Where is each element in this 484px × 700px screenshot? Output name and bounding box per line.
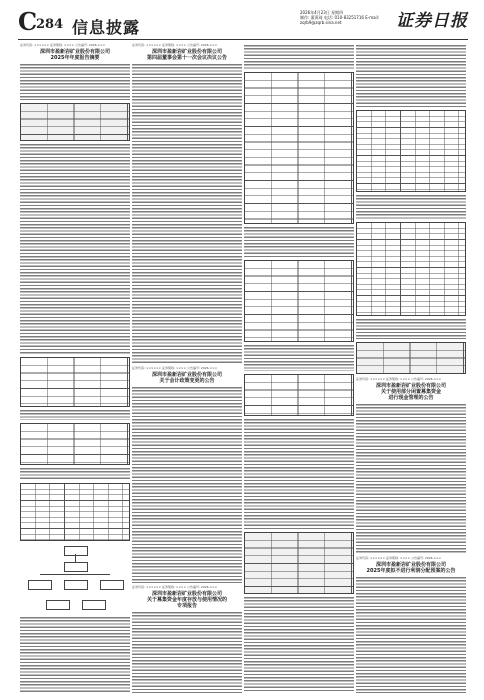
announcement-title: 深圳市盈新岩矿业股份有限公司 关于募集资金年度存放与使用情况的 专项报告 [146,591,227,609]
body-text [244,345,354,371]
column-3 [244,43,354,693]
announcement-subheading: 证券代码: ×××××× 证券简称: ×××× 公告编号: 2026-××× [132,43,218,47]
data-table [244,374,354,416]
ownership-chart [20,544,130,614]
page-number: 284 [36,17,64,32]
body-text [20,410,130,420]
body-text [20,64,130,100]
announcement-subheading: 证券代码: ×××××× 证券简称: ×××× 公告编号: 2026-××× [20,43,106,47]
body-text [356,45,466,107]
announcement-subheading: 证券代码: ×××××× 证券简称: ×××× 公告编号: 2026-××× [132,585,218,589]
announcement-title: 深圳市盈新岩矿业股份有限公司 第四届董事会第十一次会议决议公告 [146,49,227,61]
data-table [20,423,130,465]
data-table [356,342,466,374]
column-1 [20,43,130,693]
announcement-title: 深圳市盈新岩矿业股份有限公司 2025年度拟不进行利润分配预案的公告 [366,562,456,574]
body-text [20,617,130,693]
newspaper-masthead: 证券日报 [396,11,468,31]
data-table [244,260,354,342]
column-4 [356,43,466,693]
body-text [20,468,130,480]
data-table [356,110,466,192]
body-text [132,387,242,583]
body-text [132,612,242,693]
column-2 [132,43,242,693]
announcement-title: 深圳市盈新岩矿业股份有限公司 关于会计政策变更的公告 [151,372,222,384]
page-header [0,0,484,40]
data-table [20,357,130,407]
page-letter: C [18,7,38,36]
announcement-title: 深圳市盈新岩矿业股份有限公司 关于使用部分闲置募集资金 进行现金管理的公告 [375,383,446,401]
announcement-title: 深圳市盈新岩矿业股份有限公司 2025年年度报告摘要 [39,49,110,61]
issue-date: 2026年4月23日 星期四 [300,10,344,15]
body-text [356,577,466,693]
body-text [244,597,354,693]
body-text [356,404,466,554]
body-text [356,319,466,339]
body-text [356,195,466,219]
announcement-subheading: 证券代码: ×××××× 证券简称: ×××× 公告编号: 2026-××× [356,556,442,560]
body-text [244,45,354,69]
data-table [356,222,466,316]
body-text [132,64,242,364]
header-rule [18,39,468,40]
section-title: 信息披露 [72,18,141,37]
data-table [20,483,130,541]
announcement-subheading: 证券代码: ×××××× 证券简称: ×××× 公告编号: 2026-××× [356,377,442,381]
body-text [244,227,354,257]
data-table [244,72,354,224]
contact-line: 制作: 董禹琦 电话: 010-83251716 E-mail: zqrb9@zqrb.sina.net [300,15,380,25]
announcement-subheading: 证券代码: ×××××× 证券简称: ×××× 公告编号: 2026-××× [132,366,218,370]
data-table [20,103,130,141]
body-text [244,419,354,529]
body-text [20,144,130,354]
data-table [244,532,354,594]
